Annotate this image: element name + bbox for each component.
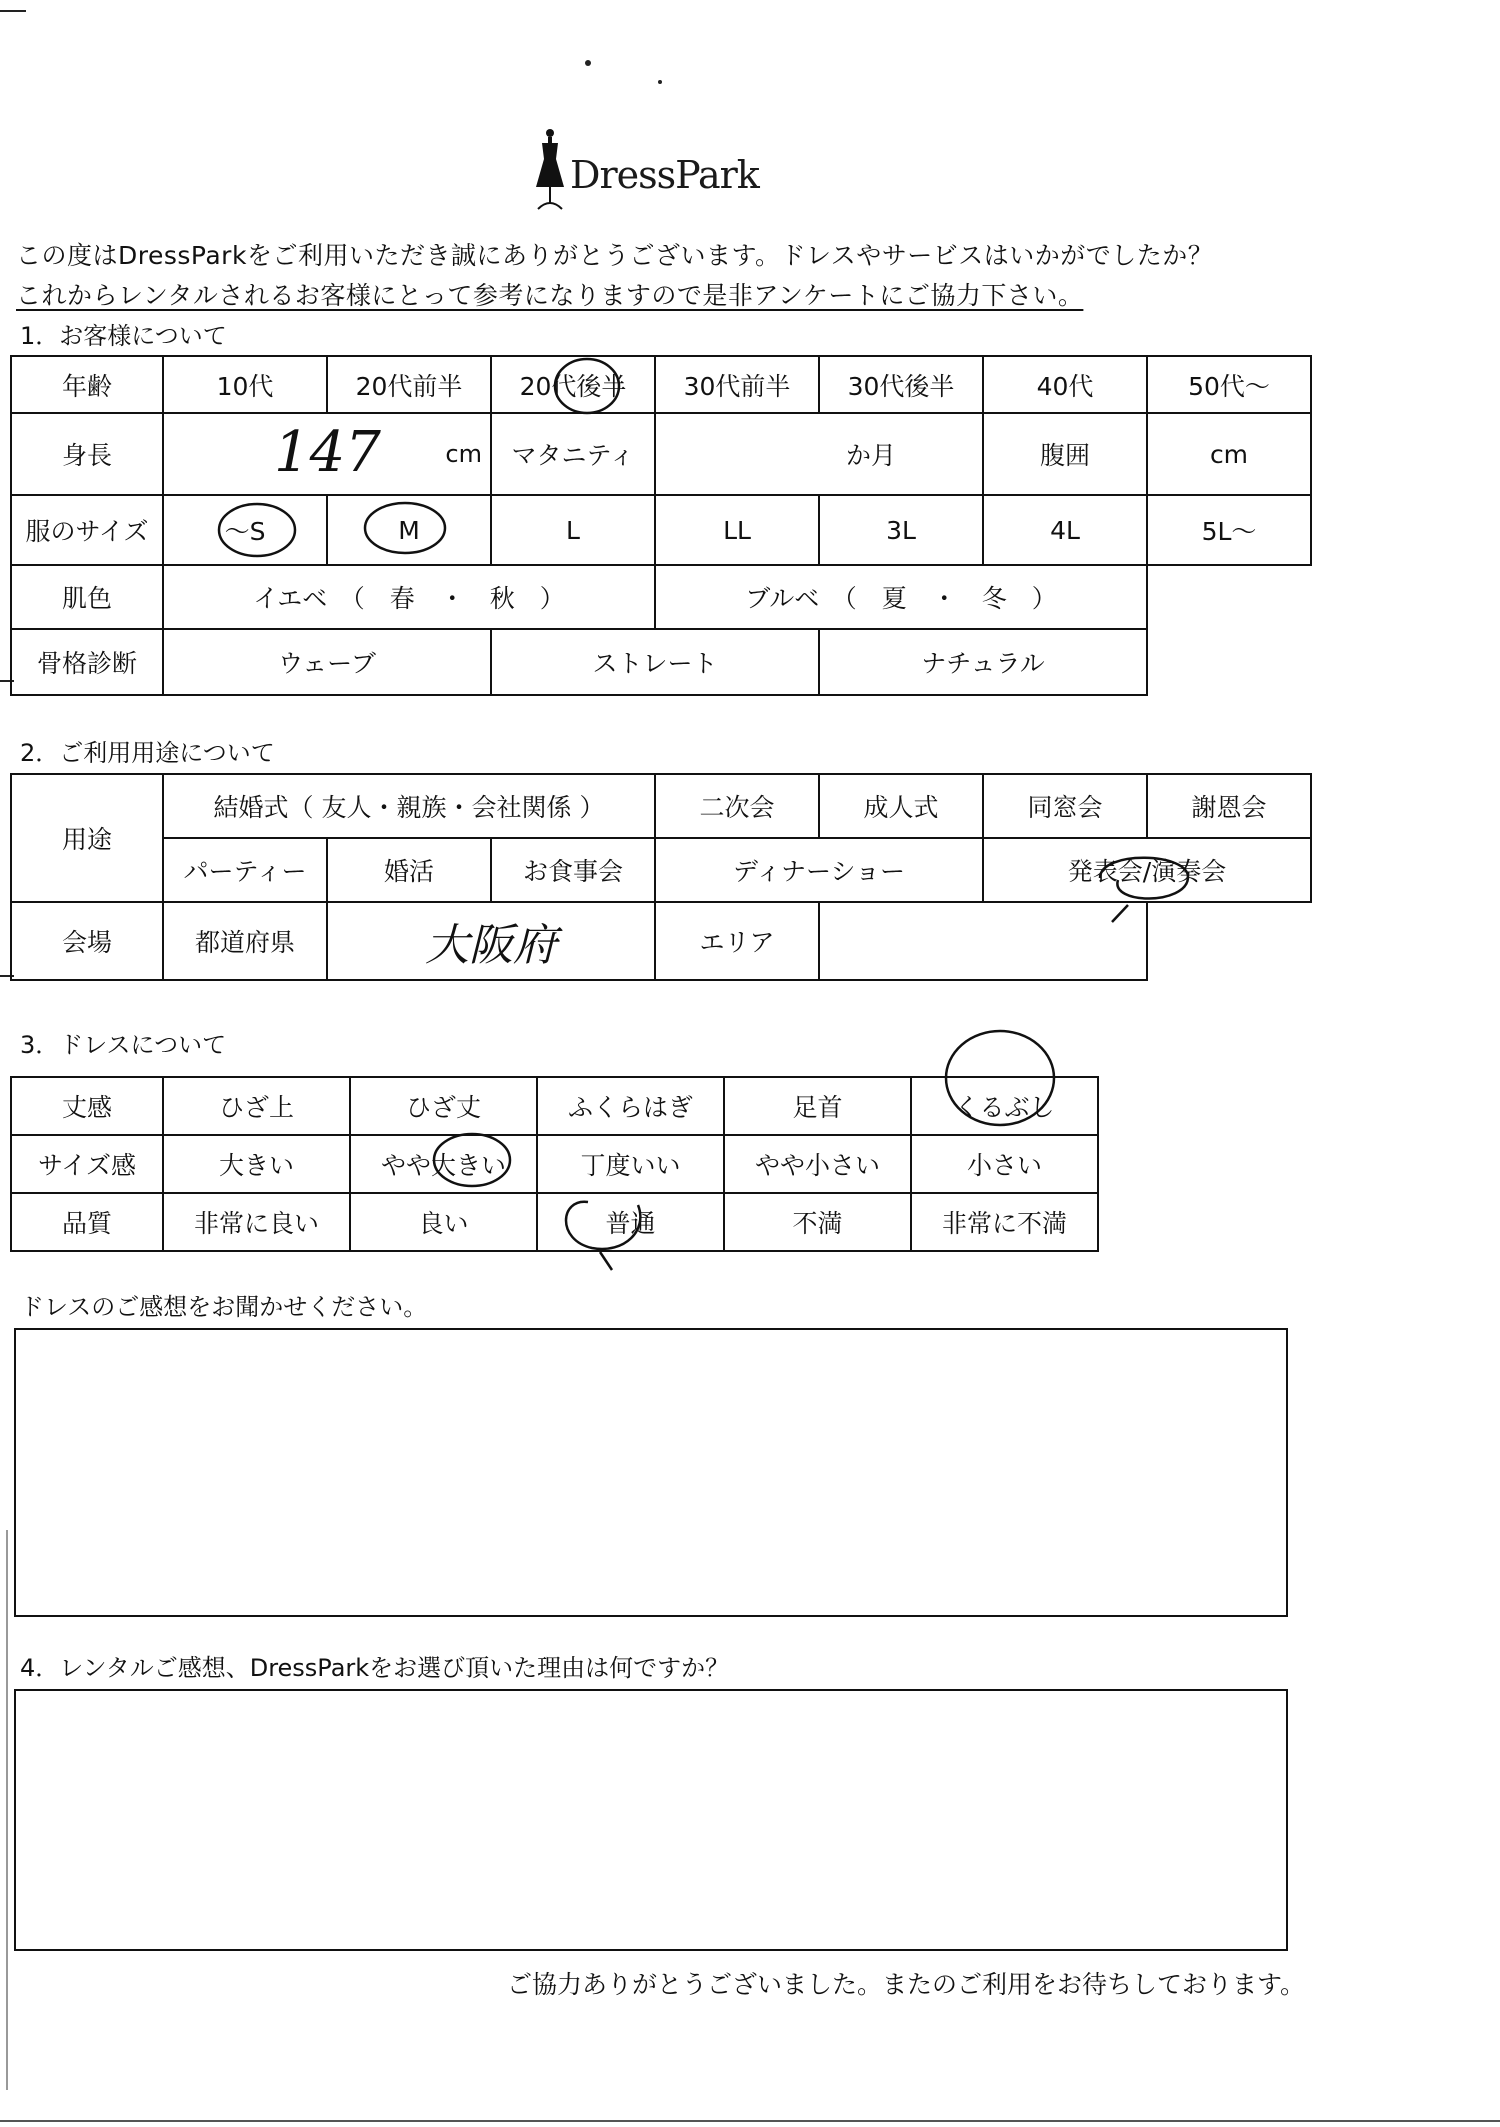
height-unit: cm [445,440,482,468]
section-4-title: 4．レンタルご感想、DressParkをお選び頂いた理由は何ですか？ [20,1654,730,1682]
closing-message: ご協力ありがとうございました。またのご利用をお待ちしております。 [506,1970,1305,1999]
usage-option[interactable]: 同窓会 [983,774,1147,838]
age-option[interactable]: 10代 [163,356,327,413]
frame-option[interactable]: ナチュラル [819,629,1147,695]
section-2-title: 2．ご利用用途について [20,739,275,767]
age-option[interactable]: 30代前半 [655,356,819,413]
waist-label: 腹囲 [983,413,1147,495]
usage-option[interactable]: 二次会 [655,774,819,838]
scan-line [0,10,26,12]
dresspark-logo [530,125,790,215]
quality-option-selected[interactable]: 普通 [537,1193,724,1251]
prefecture-label: 都道府県 [163,902,327,980]
scan-line [0,2120,1500,2122]
venue-row [11,902,1311,980]
usage-option[interactable]: 謝恩会 [1147,774,1311,838]
age-option[interactable]: 20代前半 [327,356,491,413]
usage-option[interactable]: ディナーショー [655,838,983,902]
age-option-selected[interactable]: 20代後半 [491,356,655,413]
dress-table [10,1076,1099,1252]
skin-blue-option[interactable]: ブルベ （ 夏 ・ 冬 ） [655,565,1147,629]
fit-label: サイズ感 [11,1135,163,1193]
usage-option[interactable]: 婚活 [327,838,491,902]
usage-label: 用途 [11,774,163,902]
size-option[interactable]: 5L〜 [1147,495,1311,565]
height-field[interactable] [163,413,491,495]
skin-row [11,565,1311,629]
age-label: 年齢 [11,356,163,413]
fit-option[interactable]: やや小さい [724,1135,911,1193]
height-value: 147 [274,420,381,485]
usage-option-selected[interactable]: 発表会/演奏会 [983,838,1311,902]
age-option[interactable]: 50代〜 [1147,356,1311,413]
quality-row [11,1193,1098,1251]
waist-field[interactable] [1147,413,1311,495]
months-unit: か月 [846,441,897,470]
customer-info-table [10,355,1312,696]
size-option[interactable]: 4L [983,495,1147,565]
area-field[interactable] [819,902,1147,980]
usage-row-1 [11,774,1311,838]
size-label: 服のサイズ [11,495,163,565]
fit-option[interactable]: 小さい [911,1135,1098,1193]
area-label: エリア [655,902,819,980]
age-option[interactable]: 40代 [983,356,1147,413]
scan-dot [658,80,662,84]
fit-option[interactable]: 丁度いい [537,1135,724,1193]
size-option-selected[interactable]: M [327,495,491,565]
section-1-title: 1．お客様について [20,322,227,350]
venue-label: 会場 [11,902,163,980]
usage-option[interactable]: 成人式 [819,774,983,838]
brand-name: DressPark [570,153,759,197]
frame-option[interactable]: ストレート [491,629,819,695]
maternity-months-field[interactable] [655,413,983,495]
length-row [11,1077,1098,1135]
age-row [11,356,1311,413]
length-option[interactable]: ふくらはぎ [537,1077,724,1135]
fit-option-selected[interactable]: やや大きい [350,1135,537,1193]
usage-table [10,773,1312,981]
age-option[interactable]: 30代後半 [819,356,983,413]
usage-row-2 [11,838,1311,902]
length-label: 丈感 [11,1077,163,1135]
length-option-selected[interactable]: くるぶし [911,1077,1098,1135]
intro-line-1: この度はDressParkをご利用いただき誠にありがとうございます。ドレスやサービスはいかがでしたか？ [16,241,1214,270]
size-option[interactable]: 3L [819,495,983,565]
size-option[interactable]: LL [655,495,819,565]
skin-label: 肌色 [11,565,163,629]
size-row [11,495,1311,565]
length-option[interactable]: ひざ上 [163,1077,350,1135]
frame-label: 骨格診断 [11,629,163,695]
waist-unit: cm [1209,439,1249,469]
quality-option[interactable]: 不満 [724,1193,911,1251]
dress-comment-box[interactable] [14,1328,1288,1617]
prefecture-field[interactable] [327,902,655,980]
rental-reason-box[interactable] [14,1689,1288,1951]
usage-option[interactable]: お食事会 [491,838,655,902]
dress-mannequin-icon [530,125,570,215]
scan-line [6,1530,8,2090]
section-3-title: 3．ドレスについて [20,1031,227,1059]
skin-yellow-option[interactable]: イエベ （ 春 ・ 秋 ） [163,565,655,629]
quality-option[interactable]: 良い [350,1193,537,1251]
intro-line-2: これからレンタルされるお客様にとって参考になりますので是非アンケートにご協力下さい。 [16,281,1084,310]
maternity-label: マタニティ [491,413,655,495]
height-label: 身長 [11,413,163,495]
scan-dot [585,60,591,66]
size-option-selected[interactable]: 〜S [163,495,327,565]
quality-option[interactable]: 非常に不満 [911,1193,1098,1251]
fit-row [11,1135,1098,1193]
quality-label: 品質 [11,1193,163,1251]
height-row [11,413,1311,495]
quality-option[interactable]: 非常に良い [163,1193,350,1251]
size-option[interactable]: L [491,495,655,565]
dress-comment-prompt: ドレスのご感想をお聞かせください。 [20,1293,428,1321]
prefecture-value: 大阪府 [425,920,557,971]
length-option[interactable]: 足首 [724,1077,911,1135]
usage-option[interactable]: 結婚式（ 友人・親族・会社関係 ） [163,774,655,838]
frame-option[interactable]: ウェーブ [163,629,491,695]
length-option[interactable]: ひざ丈 [350,1077,537,1135]
usage-option[interactable]: パーティー [163,838,327,902]
fit-option[interactable]: 大きい [163,1135,350,1193]
frame-row [11,629,1311,695]
